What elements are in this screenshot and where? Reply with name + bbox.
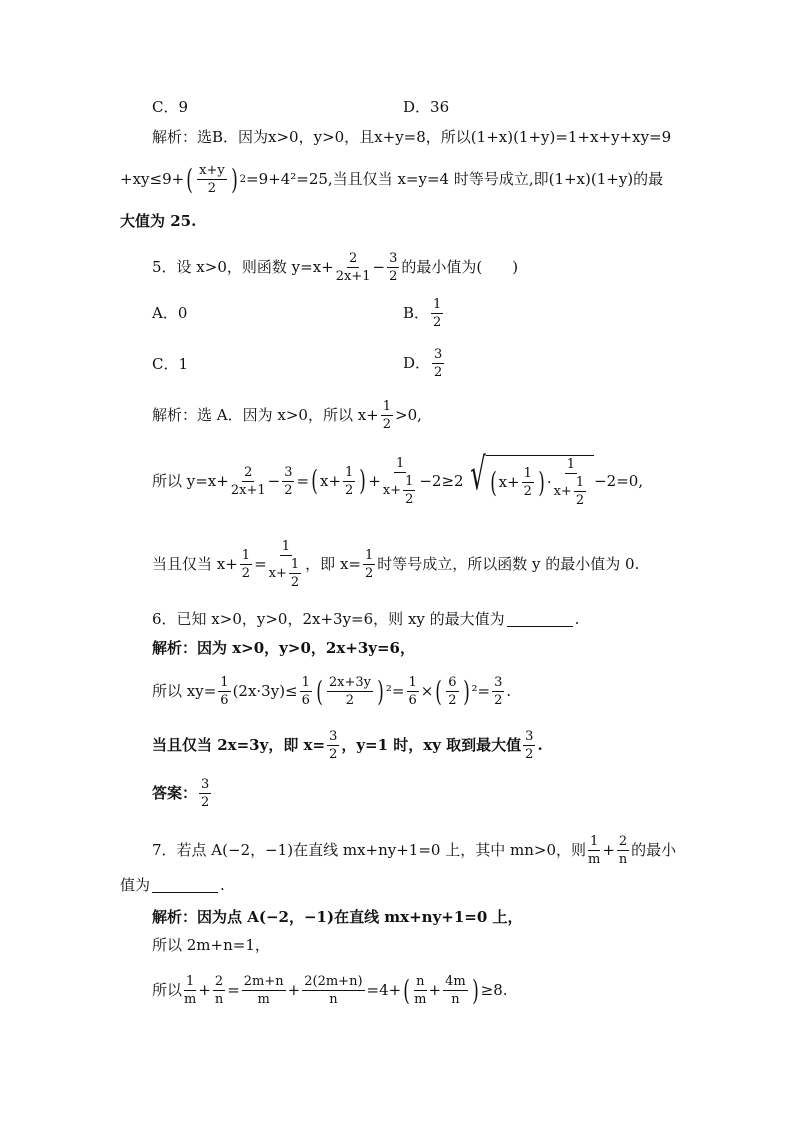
q4-solution-line1: 解析：选B．因为x>0，y>0，且x+y=8，所以(1+x)(1+y)=1+x+y+xy=9	[152, 128, 672, 146]
q5-option-b: B． $\frac{1}{2}$	[403, 297, 442, 330]
answer-blank	[152, 878, 218, 893]
q6-solution-line3: 当且仅当 2x=3y，即 x= $\frac{3}{2}$ ，y=1 时，xy 取到最大值 $\frac{3}{2}$ .	[152, 729, 543, 762]
q5-solution-line1: 解析：选 A．因为 x>0，所以 x+ $\frac{1}{2}$ >0,	[152, 399, 422, 432]
q4-option-c: C．9	[152, 98, 189, 116]
q5-solution-line3: 当且仅当 x+ $\frac{1}{2}$ = 1 x+ $\frac{1}{2}$ ，即 x= $\frac{1}{2}$ 时等号成立，所以函数 y 的最小值为 0.	[152, 539, 640, 590]
q5-option-a: A．0	[152, 304, 188, 322]
q6-solution-line1: 解析：因为 x>0，y>0，2x+3y=6，	[152, 639, 415, 657]
q4-fraction: $\frac{x+y}{2}$	[199, 163, 225, 196]
q4-solution-line2: +xy≤9+ ( $\frac{x+y}{2}$ ) 2 =9+4²=25,当且仅当 x=y=4 时等号成立,即(1+x)(1+y)的最	[120, 162, 664, 196]
q5-stem: 5．设 x>0，则函数 y=x+ $\frac{2}{2x+1}$ − $\frac{3}{2}$ 的最小值为( )	[152, 251, 519, 284]
q4-solution-line3: 大值为 25.	[120, 212, 197, 230]
q5-option-d: D． $\frac{3}{2}$	[403, 347, 443, 380]
q6-answer: 答案： $\frac{3}{2}$	[152, 777, 210, 810]
q7-stem-line1: 7．若点 A(−2，−1)在直线 mx+ny+1=0 上，其中 mn>0，则 $\frac{1}{m}$ + $\frac{2}{n}$ 的最小	[152, 834, 677, 867]
q6-stem: 6．已知 x>0，y>0，2x+3y=6，则 xy 的最大值为 .	[152, 610, 580, 628]
q7-stem-line2: 值为 .	[120, 876, 225, 894]
square-root: √ ( x+ $\frac{1}{2}$ ) · 1 x+ $\frac{1}{2}$	[464, 455, 595, 507]
q5-option-c: C．1	[152, 355, 189, 373]
answer-blank	[507, 612, 573, 627]
q7-solution-line2: 所以 2m+n=1，	[152, 936, 270, 954]
q4-option-d: D．36	[403, 98, 450, 116]
q7-solution-line1: 解析：因为点 A(−2，−1)在直线 mx+ny+1=0 上，	[152, 908, 523, 926]
q6-solution-line2: 所以 xy= $\frac{1}{6}$ (2x·3y)≤ $\frac{1}{6}$ ( $\frac{2x+3y}{2}$ ) ²= $\frac{1}{6}$ × ( $\frac{6}{2}$ ) ²= $\frac{3}{2}$ .	[152, 674, 512, 708]
q5-solution-line2: 所以 y=x+ $\frac{2}{2x+1}$ − $\frac{3}{2}$ = ( x+ $\frac{1}{2}$ ) + 1 x+ $\frac{1}{2}$ −2≥2 √ ( x+ $\frac{1}{2}$ ) · 1 x+ $\frac{1}{2}$ −2=0,	[152, 449, 644, 508]
q7-solution-line3: 所以 $\frac{1}{m}$ + $\frac{2}{n}$ = $\frac{2m+n}{m}$ + $\frac{2(2m+n)}{n}$ =4+ ( $\frac{n}{m}$ + $\frac{4m}{n}$ ) ≥8.	[152, 973, 508, 1007]
